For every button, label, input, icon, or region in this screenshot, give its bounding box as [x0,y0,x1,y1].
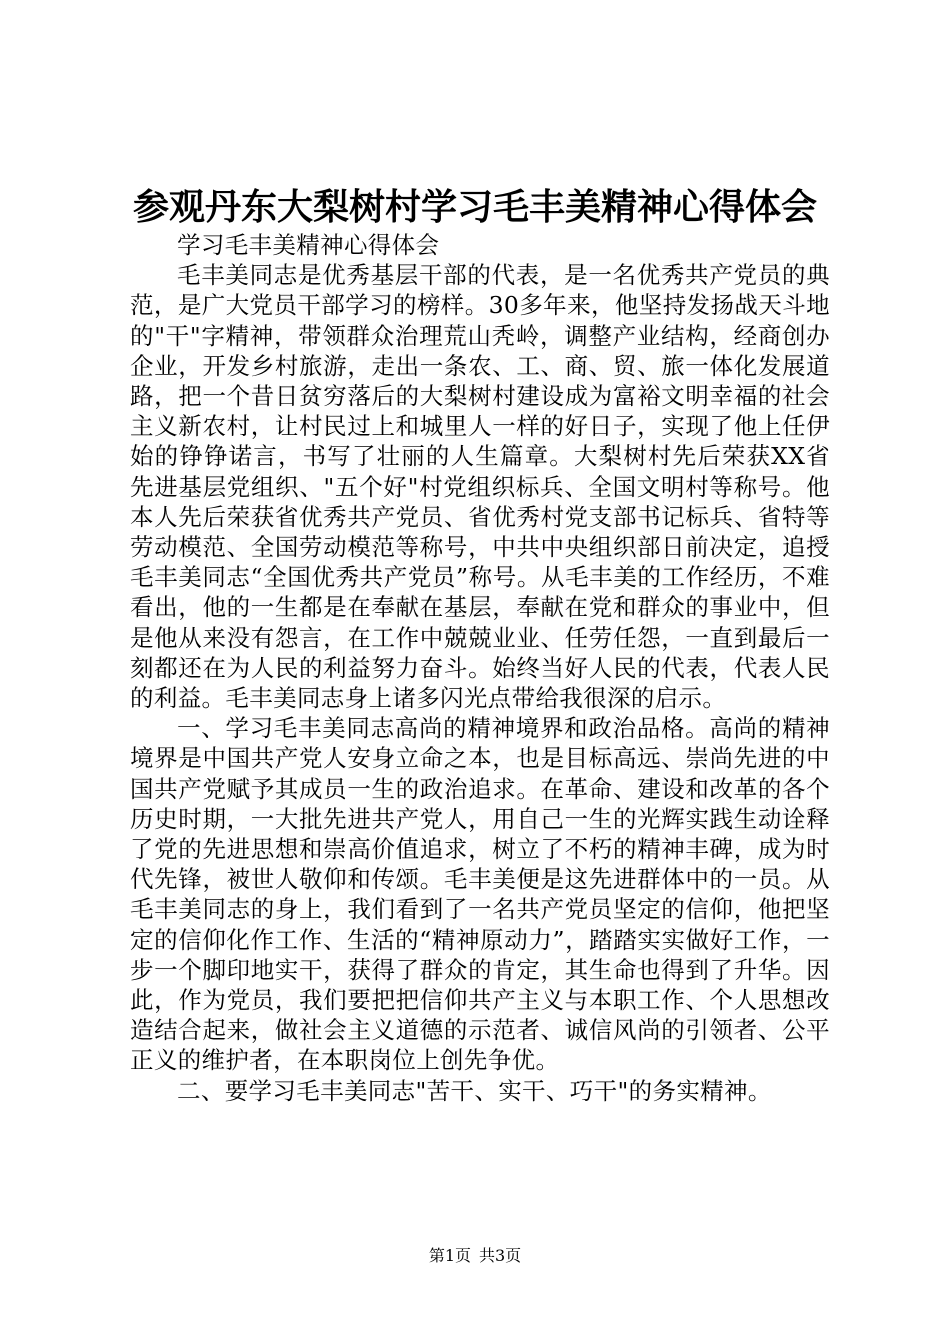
body-paragraph: 一、学习毛丰美同志高尚的精神境界和政治品格。高尚的精神境界是中国共产党人安身立命之本，也是目标高远、崇尚先进的中国共产党赋予其成员一生的政治追求。在革命、建设和改革的各个历史时期，一大批先进共产党人，用自己一生的光辉实践生动诠释了党的先进思想和崇高价值追求，树立了不朽的精神丰碑，成为时代先锋，被世人敬仰和传颂。毛丰美便是这先进群体中的一员。从毛丰美同志的身上，我们看到了一名共产党员坚定的信仰，他把坚定的信仰化作工作、生活的“精神原动力”，踏踏实实做好工作，一步一个脚印地实干，获得了群众的肯定，其生命也得到了升华。因此，作为党员，我们要把把信仰共产主义与本职工作、个人思想改造结合起来，做社会主义道德的示范者、诚信风尚的引领者、公平正义的维护者，在本职岗位上创先争优。 [130,714,830,1075]
page-number: 第1页 [428,1246,471,1265]
body-paragraph: 毛丰美同志是优秀基层干部的代表，是一名优秀共产党员的典范，是广大党员干部学习的榜样。30多年来，他坚持发扬战天斗地的"干"字精神，带领群众治理荒山秃岭，调整产业结构，经商创办企业，开发乡村旅游，走出一条农、工、商、贸、旅一体化发展道路，把一个昔日贫穷落后的大梨树村建设成为富裕文明幸福的社会主义新农村，让村民过上和城里人一样的好日子，实现了他上任伊始的铮铮诺言，书写了壮丽的人生篇章。大梨树村先后荣获XX省先进基层党组织、"五个好"村党组织标兵、全国文明村等称号。他本人先后荣获省优秀共产党员、省优秀村党支部书记标兵、省特等劳动模范、全国劳动模范等称号，中共中央组织部日前决定，追授毛丰美同志“全国优秀共产党员”称号。从毛丰美的工作经历，不难看出，他的一生都是在奉献在基层，奉献在党和群众的事业中，但是他从来没有怨言，在工作中兢兢业业、任劳任怨，一直到最后一刻都还在为人民的利益努力奋斗。始终当好人民的代表，代表人民的利益。毛丰美同志身上诸多闪光点带给我很深的启示。 [130,261,830,713]
document-title: 参观丹东大梨树村学习毛丰美精神心得体会 [132,186,817,228]
page-footer [0,1244,950,1268]
page-total: 共3页 [479,1246,522,1265]
subtitle-paragraph: 学习毛丰美精神心得体会 [177,231,440,259]
document-body [130,230,830,1106]
body-paragraph: 二、要学习毛丰美同志"苦干、实干、巧干"的务实精神。 [177,1076,772,1105]
